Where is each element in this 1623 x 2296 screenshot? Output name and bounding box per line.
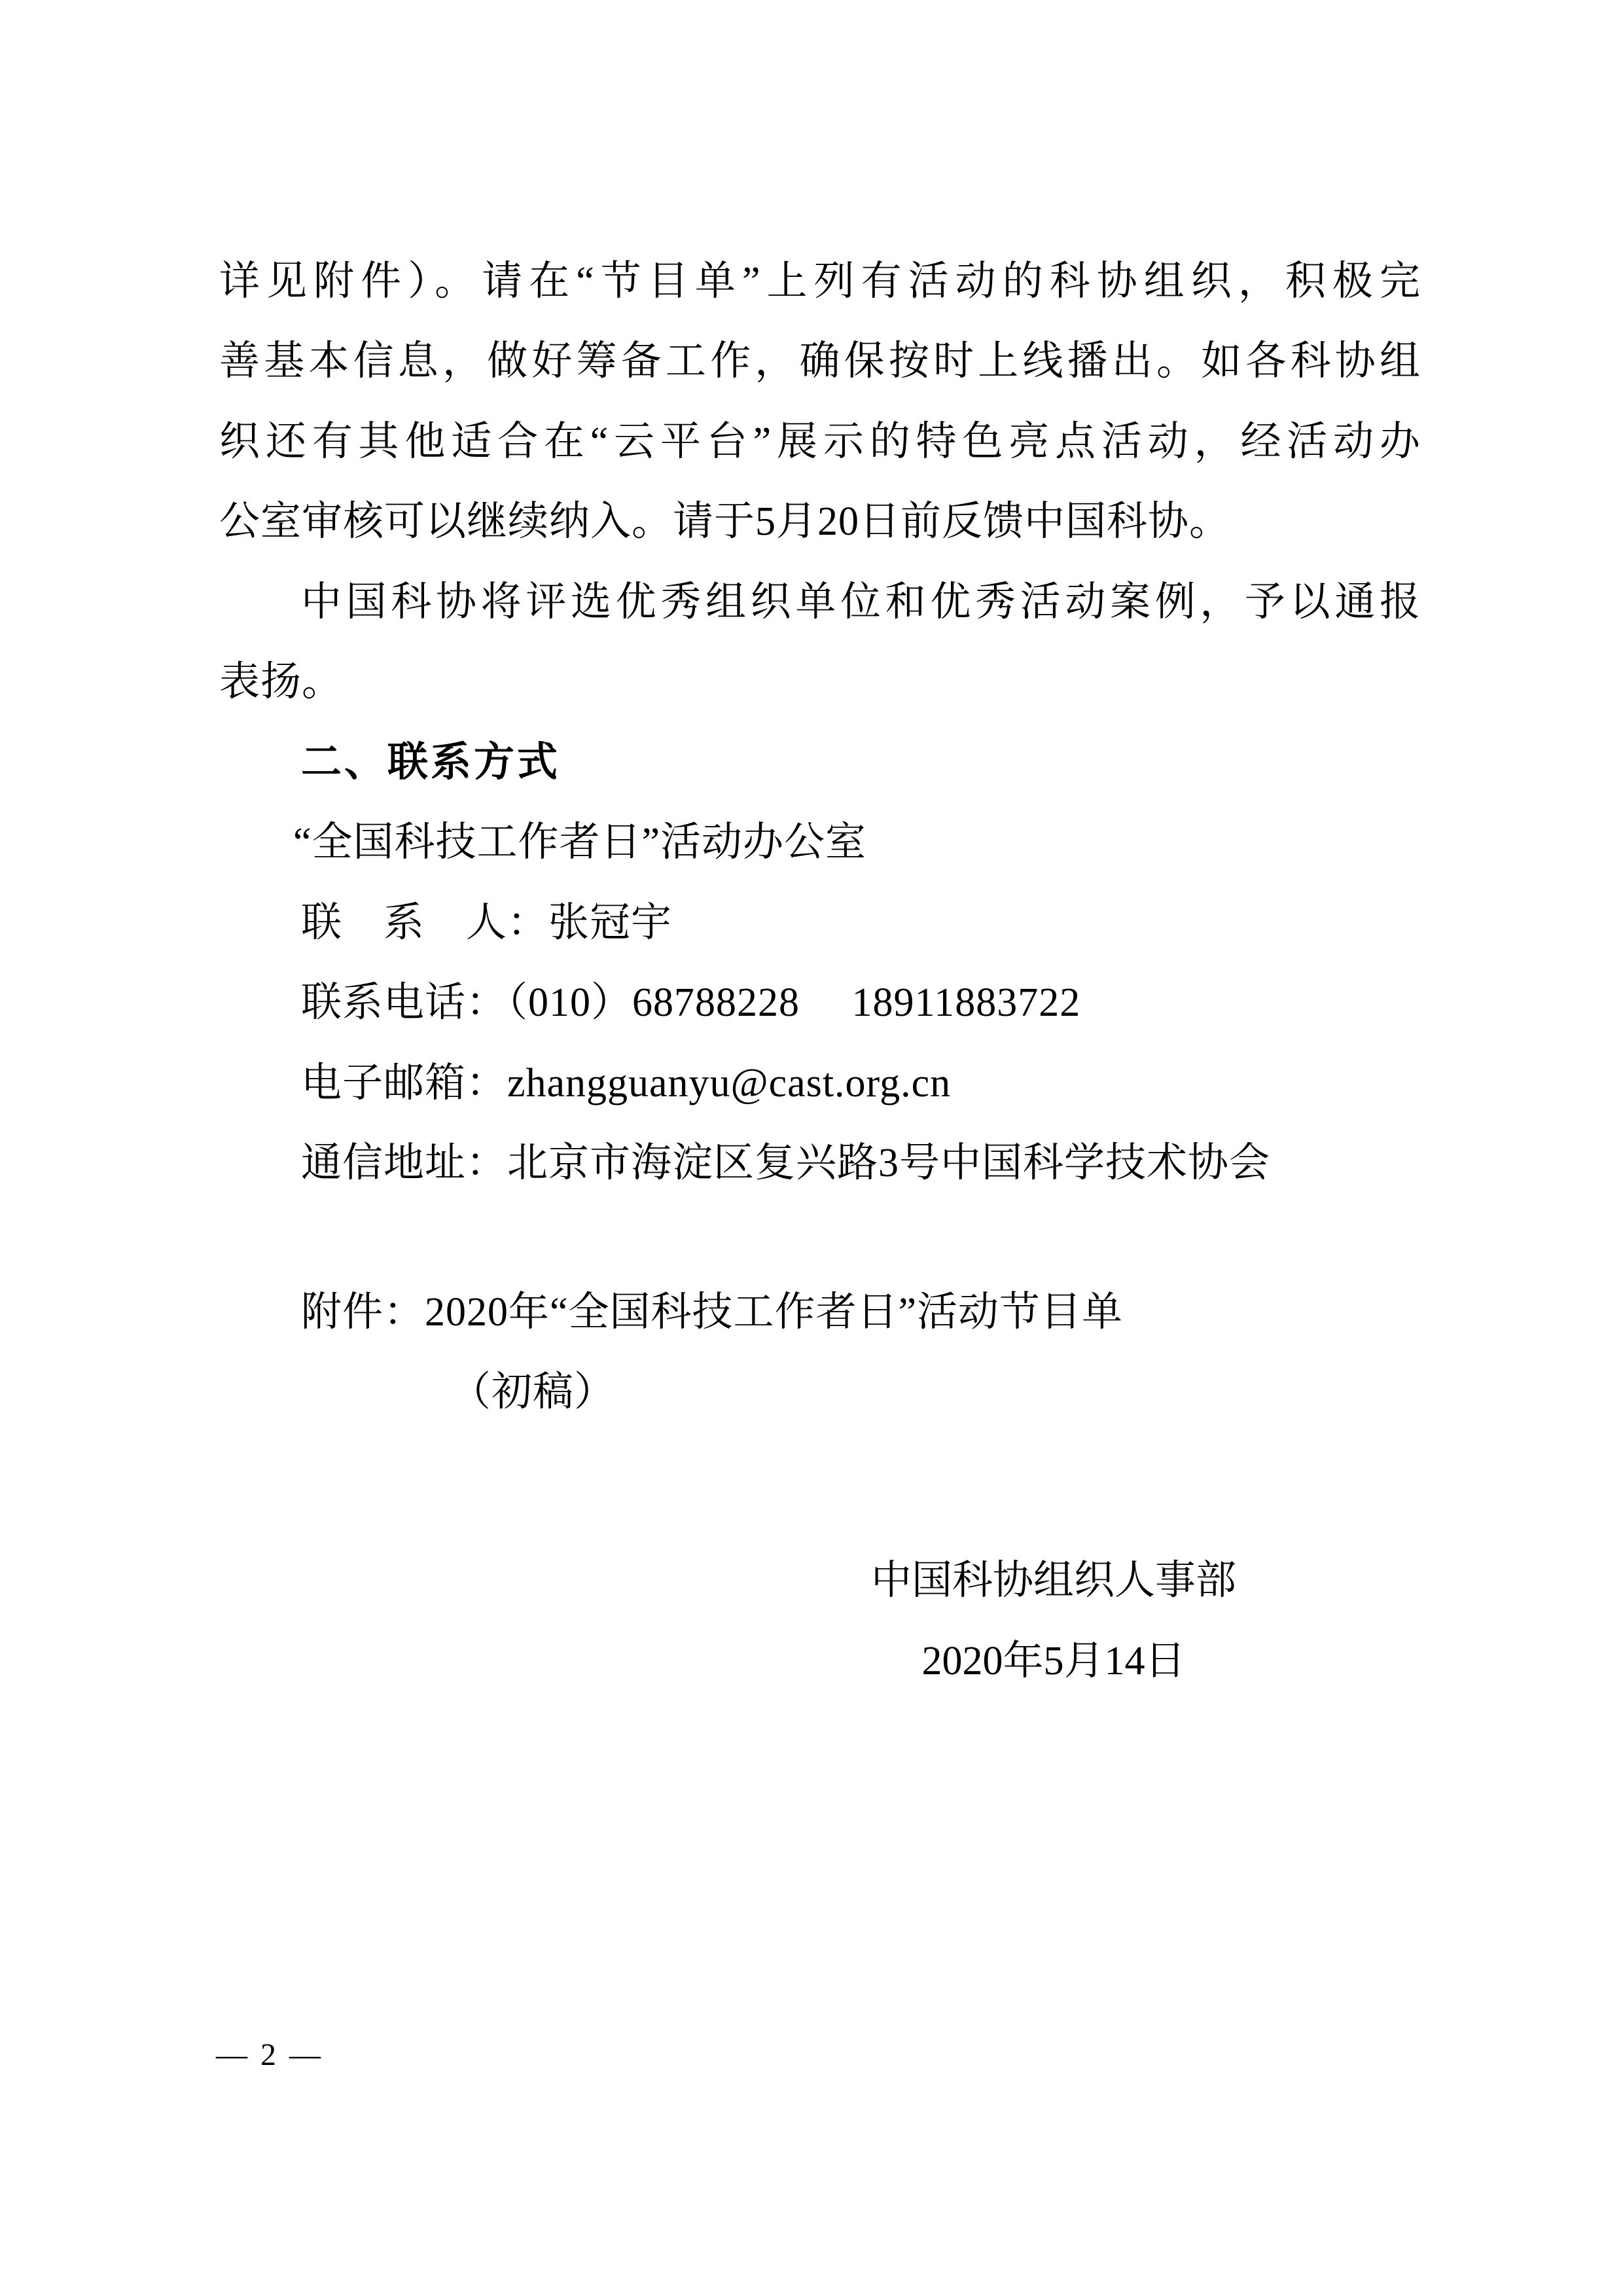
paragraph-line: 中国科协将评选优秀组织单位和优秀活动案例，予以通报 xyxy=(301,580,1420,624)
contact-office-line: “全国科技工作者日”活动办公室 xyxy=(293,820,867,865)
signature-date: 2020年5月14日 xyxy=(921,1639,1186,1683)
contact-person-line: 联 系 人：张冠宇 xyxy=(301,901,673,945)
paragraph-line: 善基本信息，做好筹备工作，确保按时上线播出。如各科协组 xyxy=(219,339,1420,384)
contact-email-line: 电子邮箱：zhangguanyu@cast.org.cn xyxy=(301,1061,952,1105)
paragraph-line: 详见附件）。请在“节目单”上列有活动的科协组织，积极完 xyxy=(219,259,1420,304)
contact-address-line: 通信地址：北京市海淀区复兴路3号中国科学技术协会 xyxy=(301,1141,1271,1185)
section-heading: 二、联系方式 xyxy=(301,740,561,785)
attachment-draft-line: （初稿） xyxy=(450,1370,616,1414)
contact-phone-line: 联系电话：（010）68788228 18911883722 xyxy=(301,980,1081,1025)
paragraph-line: 织还有其他适合在“云平台”展示的特色亮点活动，经活动办 xyxy=(219,420,1420,464)
paragraph-line: 表扬。 xyxy=(219,660,344,704)
signature-org: 中国科协组织人事部 xyxy=(870,1558,1236,1603)
page-number: — 2 — xyxy=(216,2037,323,2072)
paragraph-line: 公室审核可以继续纳入。请于5月20日前反馈中国科协。 xyxy=(219,499,1231,544)
attachment-line: 附件：2020年“全国科技工作者日”活动节目单 xyxy=(301,1290,1124,1335)
